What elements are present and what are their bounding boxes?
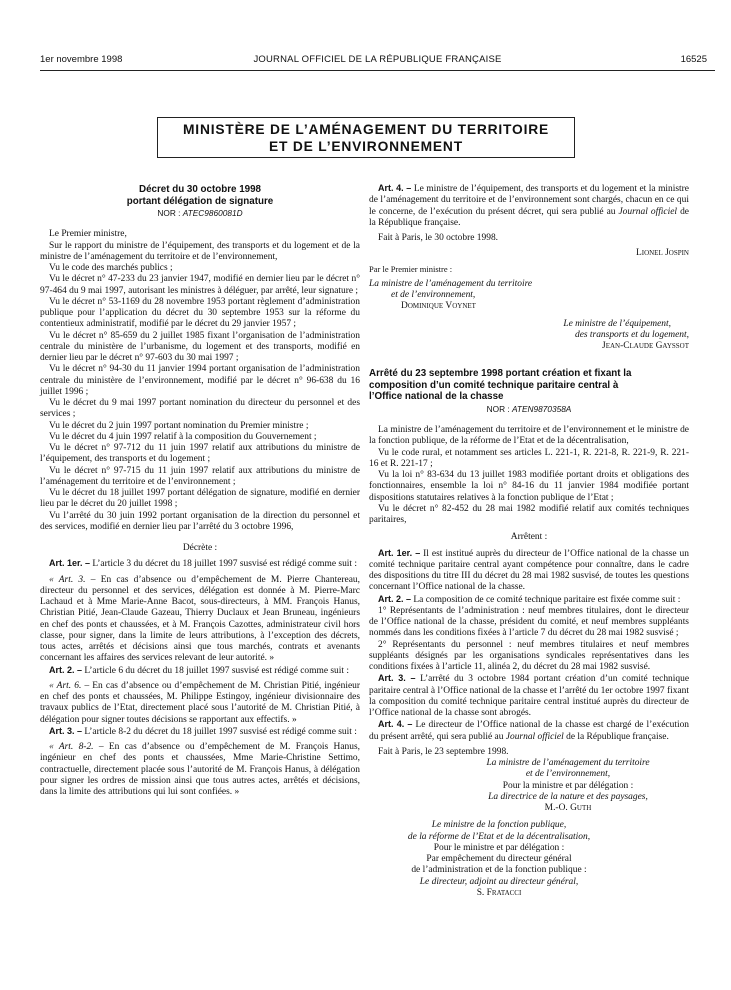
decree-nor-code: ATEC9860081D [182,208,243,218]
article-label: Art. 3. – [49,725,83,736]
arrete-para: Vu le code rural, et notamment ses articles L. 221-1, R. 221-8, R. 221-9, R. 221-16 et R. 221-17 ; [369,447,689,469]
sig-line: La ministre de l’aménagement du territoire [486,758,650,768]
journal-officiel-ref: Journal officiel [618,206,678,217]
header-page-number: 16525 [680,54,707,65]
arrete-para: Vu la loi n° 83-634 du 13 juillet 1983 modifiée portant droits et obligations des fonctionnaires, ensemble la loi n° 84-16 du 11 janvier 1984 modifiée portant dispositions statutaires relatives à la fonction publique de l’Etat ; [369,470,689,503]
signature-pm [369,248,689,259]
decree-para: Vu le décret n° 53-1169 du 28 novembre 1953 portant règlement d’administration publique pour l’application du décret du 30 septembre 1953 sur la réforme du contentieux administratif, modifié par le décret du 29 janvier 1957 ; [40,296,360,330]
decree-para: Vu l’arrêté du 30 juin 1992 portant organisation de la direction du personnel et des services, modifié en dernier lieu par l’arrêté du 3 octobre 1996, [40,510,360,532]
left-column [40,184,360,798]
decree-subtitle: portant délégation de signature [126,195,274,207]
header-journal-title: JOURNAL OFFICIEL DE LA RÉPUBLIQUE FRANÇAISE [253,54,502,65]
arrete-nor-label: NOR : [486,403,512,414]
sig-line: Le ministre de la fonction publique, [431,820,567,831]
arrete-signature-fp [369,820,689,899]
decree-para: Vu le décret du 4 juin 1997 relatif à la composition du Gouvernement ; [49,431,317,442]
sig-line: Pour la ministre et par délégation : [502,780,634,791]
arrete-article-4 [369,719,689,743]
sig-line: Par empêchement du directeur général [426,854,572,864]
article-text-end: de la République française. [563,731,669,742]
decree-para: Vu le décret n° 97-712 du 11 juin 1997 relatif aux attributions du ministre de l’équipement, des transports et du logement ; [40,443,360,465]
sig-line: et de l’environnement, [525,769,611,780]
arrete-para: Vu le décret n° 82-452 du 28 mai 1982 modifié relatif aux comités techniques paritaires, [369,503,689,525]
decree-article-4 [369,183,689,229]
decree-para: Vu le décret du 9 mai 1997 portant nomination du directeur du personnel et des services ; [40,398,360,420]
decree-para: Le Premier ministre, [49,229,127,240]
decree-article-3-quote [40,742,360,798]
decree-article-1 [40,558,360,570]
decree-done-at: Fait à Paris, le 30 octobre 1998. [378,233,499,243]
arrete-signature-env [369,758,689,814]
arrete-done-at: Fait à Paris, le 23 septembre 1998. [378,746,509,757]
decree-article-2 [40,665,360,677]
arrete-title-1: Arrêté du 23 septembre 1998 portant création et fixant la [369,368,632,380]
article-text: L’article 6 du décret du 18 juillet 1997 susvisé est rédigé comme suit : [82,665,350,676]
decree-para: Vu le décret n° 47-233 du 23 janvier 1947, modifié en dernier lieu par le décret n° 97-464 du 9 mai 1997, autorisant les ministres à déléguer, par arrêté, leur signature ; [40,274,360,296]
header-date: 1er novembre 1998 [40,54,123,65]
article-text: La composition de ce comité technique paritaire est fixée comme suit : [411,594,681,605]
signature-minister-env-1: La ministre de l’aménagement du territoire [369,278,533,289]
signature-minister-eq-1: Le ministre de l’équipement, [563,318,671,329]
decree-title: Décret du 30 octobre 1998 [139,184,261,195]
decree-para: Vu le décret du 2 juin 1997 portant nomination du Premier ministre ; [49,420,309,431]
decree-article-2-quote [40,681,360,726]
article-text: L’arrêté du 3 octobre 1984 portant création d’un comité technique paritaire central à l’Office national de la chasse et l’arrêté du 1er octobre 1997 fixant la composition du comité technique paritaire central institué auprès du directeur de l’Office national de la chasse sont abrogés. [369,674,690,718]
ministry-title-line1: MINISTÈRE DE L’AMÉNAGEMENT DU TERRITOIRE [183,121,549,137]
decree-article-3 [40,726,360,738]
arrete-article-2 [369,594,689,606]
signature-minister-env-2: et de l’environnement, [391,290,476,300]
arrete-article-2-item-1: 1° Représentants de l’administration : neuf membres titulaires, dont le directeur de l’Office national de la chasse, président du comité, et neuf membres suppléants nommés dans les conditions fixées à l’article 7 du décret du 28 mai 1982 susvisé ; [369,605,689,639]
decree-para: Vu le décret du 18 juillet 1997 portant délégation de signature, modifié en dernier lieu par le décret du 20 juillet 1998 ; [40,488,360,510]
right-column [369,183,689,899]
ministry-title-line2: ET DE L’ENVIRONNEMENT [269,138,463,154]
article-label: Art. 4. – [378,183,412,193]
quote-text: – En cas d’absence ou d’empêchement de M. François Hanus, ingénieur en chef des ponts et chaussées, Mme Marie-Christine Settimo, contractuelle, directement placée sous l’autorité de M. François Hanus, à délégation pour signer les ordres de mission ainsi que tous autres actes, arrêtés et décisions, dans la limite des attributions qui lui sont confiées. » [40,742,360,797]
ministry-box [157,117,575,158]
running-header [40,54,715,68]
header-rule [40,70,715,71]
article-label: Art. 1er. – [378,547,421,558]
sig-line: Pour le ministre et par délégation : [433,842,565,853]
article-label: Art. 1er. – [49,558,91,569]
quote-label: « Art. 6. [49,680,82,691]
decree-para: Vu le code des marchés publics ; [49,263,173,273]
decree-para: Vu le décret n° 94-30 du 11 janvier 1994 portant organisation de l’administration centrale du ministère de l’environnement, modifié par le décret n° 96-638 du 16 juillet 1996 ; [40,364,360,397]
article-text: Le ministre de l’équipement, des transports et du logement et la ministre de l’aménagement du territoire et de l’environnement sont chargés, chacun en ce qui le concerne, de l’exécution du présent décret, qui sera publié au [369,184,689,217]
signature-by-pm: Par le Premier ministre : [369,263,453,274]
sig-line: de la réforme de l’Etat et de la décentralisation, [407,831,591,842]
arrete-nor [369,404,689,415]
signatory-name: Jean-Claude Gayssot [602,341,689,351]
arrete-article-2-item-2: 2° Représentants du personnel : neuf membres titulaires et neuf membres suppléants désignés par les organisations syndicales représentatives dans les conditions fixées à l’article 11, alinéa 2, du décret du 28 mai 1982 susvisé. [369,639,689,672]
decree-para: Sur le rapport du ministre de l’équipement, des transports et du logement et de la ministre de l’aménagement du territoire et de l’environnement, [40,240,360,262]
decree-para: Vu le décret n° 97-715 du 11 juin 1997 relatif aux attributions du ministre de l’aménagement du territoire et de l’environnement ; [40,465,360,487]
article-text: Il est institué auprès du directeur de l’Office national de la chasse un comité technique paritaire central ayant compétence pour connaître, dans le cadre des dispositions du titre III du décret du 28 mai 1982 susvisé, de toutes les questions concernant l’Office national de la chasse. [369,548,689,593]
article-label: Art. 4. – [378,719,413,730]
decree-decrete: Décrète : [182,543,218,553]
decree-article-1-quote [40,575,360,665]
signature-minister-eq-2: des transports et du logement, [574,329,689,340]
quote-label: « Art. 3. [49,574,86,585]
decree-para: Vu le décret n° 85-659 du 2 juillet 1985 fixant l’organisation de l’administration centrale du ministère de l’urbanisme, du logement et des transports, modifié en dernier lieu par le décret n° 97-603 du 30 mai 1997 ; [40,330,360,363]
arrete-nor-code: ATEN9870358A [512,403,572,414]
quote-text: – En cas d’absence ou d’empêchement de M. Christian Pitié, ingénieur en chef des ponts et chaussées, M. Philippe Estingoy, ingénieur divisionnaire des travaux publics de l’Etat, directement placé sous l’autorité de M. Christian Pitié, à délégation pour signer toutes décisions se rapportant aux effectifs. » [40,680,360,725]
article-text: Le directeur de l’Office national de la chasse est chargé de l’exécution du présent arrêté, qui sera publié au [369,720,690,742]
arrete-article-1 [369,548,689,594]
article-text: L’article 8-2 du décret du 18 juillet 1997 susvisé est rédigé comme suit : [82,726,357,737]
signature-gayssot [369,341,689,352]
article-label: Art. 3. – [378,673,416,684]
signatory-name: Dominique Voynet [401,301,476,312]
article-text-end: de la République française. [369,206,689,228]
journal-officiel-ref: Journal officiel [505,731,564,742]
article-text: L’article 3 du décret du 18 juillet 1997 susvisé est rédigé comme suit : [90,559,358,570]
sig-line: Le directeur, adjoint au directeur général, [419,876,579,887]
article-label: Art. 2. – [49,664,83,675]
arrete-article-3 [369,673,689,719]
sig-line: La directrice de la nature et des paysages, [488,791,648,802]
arrete-title-3: l’Office national de la chasse [369,391,504,403]
quote-label: « Art. 8-2. [49,742,94,752]
decree-nor [40,208,360,219]
signatory-name: Lionel Jospin [635,248,689,259]
arrete-arretent: Arrêtent : [510,532,548,543]
sig-line: de l’administration et de la fonction publique : [411,865,587,876]
article-label: Art. 2. – [378,593,412,604]
decree-nor-label: NOR : [157,208,183,218]
signatory-name: S. Fratacci [476,887,522,898]
signatory-name: M.-O. Guth [544,803,592,813]
arrete-title-2: composition d’un comité technique paritaire central à [369,379,619,391]
quote-text: – En cas d’absence ou d’empêchement de M. Pierre Chantereau, directeur du personnel et des services, délégation est donnée à M. Pierre-Marc Lachaud et à Mme Marie-Anne Bacot, sous-directeurs, à MM. François Hanus, Christian Pitié, Jean-Claude Gazeau, Thierry Duclaux et Jean Bruneau, ingénieurs en chef des ponts et chaussées, et à M. François Cazottes, administrateur civil hors classe, pour signer, dans la limite de leurs attributions, à l’exception des décrets, tous actes, arrêtés et décisions ainsi que tous marchés, contrats et avenants concernant les affaires des services relevant de leur autorité. » [40,574,360,664]
signature-voynet [369,301,689,312]
arrete-para: La ministre de l’aménagement du territoire et de l’environnement et le ministre de la fonction publique, de la réforme de l’Etat et de la décentralisation, [369,425,689,447]
